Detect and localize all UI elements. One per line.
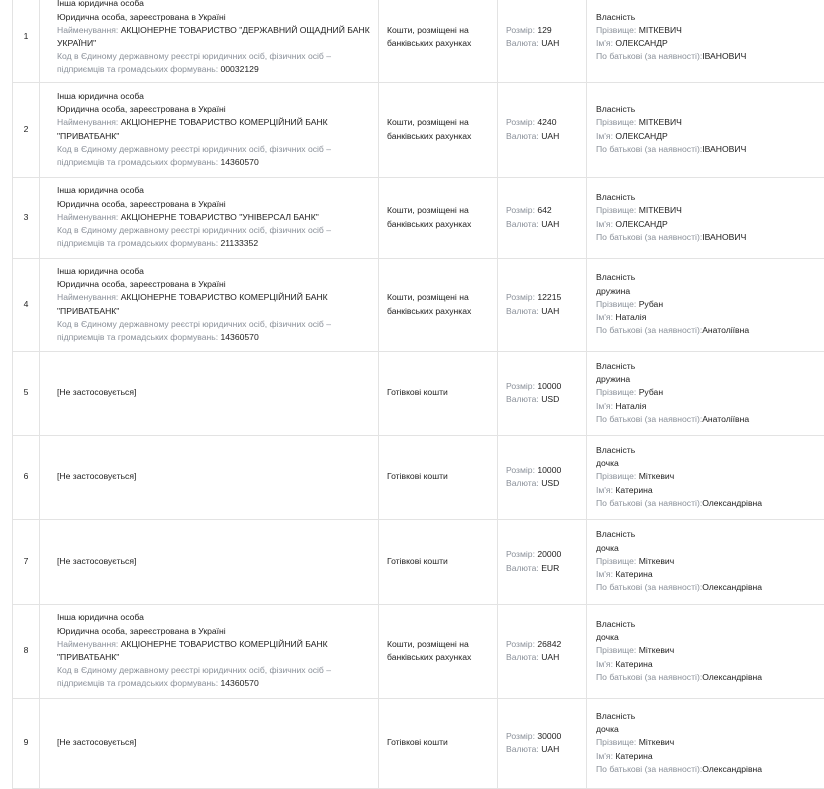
entity-cell [40,604,379,698]
entity-not-applicable: [Не застосовується] [57,737,137,748]
owner-first-name [596,218,824,231]
entity-cell [40,698,379,788]
owner-first-name [596,750,824,763]
amount-value: 20000 [537,549,562,560]
entity-registration: Юридична особа, зареєстрована в Україні [57,198,226,209]
owner-patronymic [596,581,824,594]
row-number: 1 [23,31,29,42]
owner-first-name-label: Ім'я: [596,130,613,141]
entity-name-label: Найменування: [57,292,119,303]
owner-patronymic-value: Олександрівна [702,497,763,508]
owner-patronymic [596,763,824,776]
currency [506,743,586,756]
entity-code-label: Код в Єдиному державному реєстрі юридичних осіб, фізичних осіб – [57,51,332,62]
amount-cell [498,435,587,519]
owner-surname-label: Прізвище: [596,645,637,656]
ownership-type: Власність [596,11,636,22]
owner-first-name [596,311,824,324]
asset-type-cell [379,435,498,519]
row-number: 6 [23,471,29,482]
currency [506,477,586,490]
asset-type: Готівкові кошти [387,555,448,566]
owner-first-name-value: ОЛЕКСАНДР [615,218,668,229]
entity-type: Інша юридична особа [57,185,144,196]
amount-label: Розмір: [506,464,535,475]
table-row [12,82,824,178]
row-number-cell [12,82,40,177]
entity-code-label: Код в Єдиному державному реєстрі юридичних осіб, фізичних осіб – [57,143,332,154]
owner-surname-label: Прізвище: [596,117,637,128]
currency [506,393,586,406]
entity-cell [40,0,379,82]
currency-value: UAH [541,130,560,141]
entity-name [57,291,378,304]
ownership-type: Власність [596,710,636,721]
amount [506,730,586,743]
currency-label: Валюта: [506,38,539,48]
entity-registration: Юридична особа, зареєстрована в Україні [57,279,226,290]
owner-cell [587,82,824,177]
entity-name [57,638,378,651]
family-member: дочка [596,542,619,553]
currency-value: EUR [541,562,560,573]
entity-code-value: 14360570 [220,678,259,689]
owner-cell [587,0,824,82]
ownership-type: Власність [596,272,636,283]
entity-code [57,237,378,250]
family-member: дружина [596,285,631,296]
currency-label: Валюта: [506,478,539,488]
owner-surname-label: Прізвище: [596,555,637,566]
owner-first-name [596,130,824,143]
family-member: дочка [596,458,619,469]
entity-code-label-2: підприємців та громадських формувань: [57,156,219,167]
asset-type: банківських рахунках [387,652,472,662]
owner-patronymic-value: Олександрівна [702,671,763,682]
owner-surname [596,204,824,217]
amount [506,380,586,393]
currency-label: Валюта: [506,305,539,316]
amount-label: Розмір: [506,205,535,216]
owner-cell [587,435,824,519]
owner-surname [596,470,824,483]
owner-first-name-value: ОЛЕКСАНДР [615,38,668,48]
owner-cell [587,177,824,258]
owner-patronymic-value: ІВАНОВИЧ [702,51,747,62]
currency-label: Валюта: [506,562,539,573]
owner-patronymic [596,671,824,684]
currency-value: UAH [541,744,560,754]
currency-label: Валюта: [506,652,539,662]
entity-code-label-2: підприємців та громадських формувань: [57,238,219,249]
owner-surname-value: Міткевич [638,555,675,566]
amount-value: 129 [537,24,552,35]
entity-code-value: 14360570 [220,331,259,342]
owner-patronymic-label: По батькові (за наявності): [596,325,703,336]
entity-name-label: Найменування: [57,211,119,222]
asset-type: банківських рахунках [387,130,472,141]
row-number: 7 [23,555,29,566]
owner-first-name-label: Ім'я: [596,312,613,323]
entity-code-label-2: підприємців та громадських формувань: [57,331,219,342]
asset-type-cell [379,82,498,177]
owner-patronymic-value: Анатоліївна [702,325,750,336]
asset-type: Готівкові кошти [387,737,448,748]
entity-name [57,116,378,129]
owner-surname-value: Рубан [638,387,664,398]
entity-cell [40,258,379,351]
entity-type: Інша юридична особа [57,90,144,101]
asset-type-cell [379,604,498,698]
row-number: 8 [23,645,29,656]
entity-name-label: Найменування: [57,117,119,128]
owner-surname-value: МІТКЕВИЧ [638,24,682,35]
ownership-type: Власність [596,444,636,455]
table-row [12,0,824,83]
currency-value: UAH [541,305,560,316]
owner-first-name-label: Ім'я: [596,38,613,48]
entity-code-label-2: підприємців та громадських формувань: [57,64,219,75]
owner-cell [587,519,824,604]
owner-surname-label: Прізвище: [596,471,637,482]
entity-code-label-2: підприємців та громадських формувань: [57,678,219,689]
entity-code-label: Код в Єдиному державному реєстрі юридичних осіб, фізичних осіб – [57,225,332,236]
asset-type-cell [379,351,498,435]
currency-label: Валюта: [506,130,539,141]
entity-code-label: Код в Єдиному державному реєстрі юридичних осіб, фізичних осіб – [57,665,332,676]
owner-patronymic-value: Анатоліївна [702,413,750,424]
family-member: дочка [596,724,619,735]
row-number: 3 [23,211,29,222]
owner-patronymic [596,50,824,63]
currency [506,305,586,318]
owner-surname-label: Прізвище: [596,205,637,216]
entity-code [57,331,378,344]
owner-patronymic-value: Олександрівна [702,582,763,593]
owner-surname-value: Рубан [638,298,664,309]
currency-label: Валюта: [506,218,539,229]
entity-registration: Юридична особа, зареєстрована в Україні [57,625,226,636]
owner-patronymic-label: По батькові (за наявності): [596,413,703,424]
owner-first-name-value: ОЛЕКСАНДР [615,130,668,141]
row-number-cell [12,519,40,604]
row-number-cell [12,604,40,698]
owner-surname [596,24,824,37]
owner-surname [596,555,824,568]
entity-type: Інша юридична особа [57,0,144,9]
owner-patronymic-label: По батькові (за наявності): [596,582,703,593]
owner-surname [596,116,824,129]
row-number: 9 [23,737,29,748]
currency-label: Валюта: [506,744,539,754]
entity-not-applicable: [Не застосовується] [57,471,137,482]
entity-cell [40,82,379,177]
currency-value: UAH [541,652,560,662]
amount-label: Розмір: [506,380,535,391]
asset-type: Кошти, розміщені на [387,292,469,303]
owner-first-name [596,400,824,413]
owner-cell [587,604,824,698]
owner-surname-label: Прізвище: [596,387,637,398]
asset-type: Кошти, розміщені на [387,117,469,128]
owner-surname-value: Міткевич [638,471,675,482]
owner-patronymic-value: ІВАНОВИЧ [702,143,747,154]
amount-cell [498,698,587,788]
owner-first-name-value: Катерина [615,569,653,580]
amount-value: 10000 [537,380,562,391]
owner-first-name-label: Ім'я: [596,484,613,495]
amount-label: Розмір: [506,549,535,560]
entity-code [57,63,378,76]
amount-cell [498,177,587,258]
currency-value: UAH [541,38,560,48]
table-row [12,698,824,789]
owner-first-name-label: Ім'я: [596,400,613,411]
entity-name-label: Найменування: [57,24,119,35]
owner-patronymic-label: По батькові (за наявності): [596,231,703,242]
entity-type: Інша юридична особа [57,265,144,276]
amount-cell [498,604,587,698]
currency [506,651,586,664]
owner-patronymic-label: По батькові (за наявності): [596,763,703,774]
owner-surname-value: МІТКЕВИЧ [638,117,682,128]
asset-type-cell [379,177,498,258]
owner-surname [596,644,824,657]
owner-patronymic-value: Олександрівна [702,763,763,774]
amount-cell [498,351,587,435]
table-row [12,519,824,605]
amount-value: 10000 [537,464,562,475]
amount [506,116,586,129]
asset-type-cell [379,258,498,351]
amount-label: Розмір: [506,292,535,303]
entity-name-cont: "ПРИВАТБАНК" [57,130,120,141]
asset-type: Кошти, розміщені на [387,638,469,649]
owner-first-name-label: Ім'я: [596,569,613,580]
ownership-type: Власність [596,104,636,115]
amount-label: Розмір: [506,730,535,741]
owner-patronymic [596,413,824,426]
owner-patronymic-value: ІВАНОВИЧ [702,231,747,242]
owner-surname-label: Прізвище: [596,298,637,309]
owner-first-name-value: Катерина [615,658,653,669]
owner-first-name [596,37,824,50]
owner-patronymic [596,231,824,244]
entity-name-value: АКЦІОНЕРНЕ ТОВАРИСТВО КОМЕРЦІЙНИЙ БАНК [120,638,328,649]
family-member: дружина [596,374,631,385]
amount-label: Розмір: [506,24,535,35]
table-row [12,258,824,352]
table-row [12,177,824,259]
entity-type: Інша юридична особа [57,612,144,623]
amount [506,548,586,561]
row-number-cell [12,698,40,788]
entity-name-cont: УКРАЇНИ" [57,38,97,48]
entity-cell [40,177,379,258]
row-number-cell [12,177,40,258]
owner-surname-label: Прізвище: [596,24,637,35]
entity-name-value: АКЦІОНЕРНЕ ТОВАРИСТВО "УНІВЕРСАЛ БАНК" [120,211,319,222]
owner-patronymic [596,324,824,337]
currency-value: UAH [541,218,560,229]
owner-patronymic-label: По батькові (за наявності): [596,51,703,62]
entity-name-value: АКЦІОНЕРНЕ ТОВАРИСТВО КОМЕРЦІЙНИЙ БАНК [120,117,328,128]
owner-cell [587,698,824,788]
entity-not-applicable: [Не застосовується] [57,387,137,398]
ownership-type: Власність [596,529,636,540]
entity-cell [40,519,379,604]
owner-surname [596,386,824,399]
amount-cell [498,258,587,351]
family-member: дочка [596,632,619,643]
ownership-type: Власність [596,360,636,371]
amount [506,204,586,217]
ownership-type: Власність [596,618,636,629]
entity-code-label: Код в Єдиному державному реєстрі юридичних осіб, фізичних осіб – [57,318,332,329]
asset-type: Кошти, розміщені на [387,205,469,216]
asset-type: Готівкові кошти [387,387,448,398]
amount-value: 12215 [537,292,562,303]
amount-label: Розмір: [506,117,535,128]
table-row [12,351,824,436]
owner-first-name [596,484,824,497]
entity-name [57,24,378,37]
owner-first-name-value: Катерина [615,750,653,761]
row-number: 4 [23,298,29,309]
asset-type-cell [379,698,498,788]
ownership-type: Власність [596,192,636,203]
entity-code-value: 21133352 [220,238,259,249]
amount-label: Розмір: [506,638,535,649]
owner-first-name-value: Наталія [615,312,647,323]
amount-cell [498,82,587,177]
owner-surname-value: Міткевич [638,737,675,748]
owner-patronymic [596,143,824,156]
asset-type-cell [379,519,498,604]
owner-first-name-value: Катерина [615,484,653,495]
amount [506,638,586,651]
entity-name-value: АКЦІОНЕРНЕ ТОВАРИСТВО "ДЕРЖАВНИЙ ОЩАДНИЙ БАНК [120,24,370,35]
entity-registration: Юридична особа, зареєстрована в Україні [57,11,226,22]
row-number-cell [12,435,40,519]
row-number-cell [12,351,40,435]
owner-surname [596,736,824,749]
owner-surname-value: Міткевич [638,645,675,656]
amount-cell [498,0,587,82]
asset-type-cell [379,0,498,82]
owner-surname-label: Прізвище: [596,737,637,748]
entity-name-cont: "ПРИВАТБАНК" [57,652,120,662]
entity-name-value: АКЦІОНЕРНЕ ТОВАРИСТВО КОМЕРЦІЙНИЙ БАНК [120,292,328,303]
owner-cell [587,351,824,435]
table-row [12,435,824,520]
currency [506,562,586,575]
entity-registration: Юридична особа, зареєстрована в Україні [57,104,226,115]
owner-surname-value: МІТКЕВИЧ [638,205,682,216]
table-row [12,604,824,699]
row-number-cell [12,258,40,351]
owner-first-name-value: Наталія [615,400,647,411]
amount-cell [498,519,587,604]
owner-first-name-label: Ім'я: [596,750,613,761]
currency-label: Валюта: [506,394,539,404]
owner-patronymic [596,497,824,510]
entity-code-value: 00032129 [220,64,259,75]
entity-name-cont: "ПРИВАТБАНК" [57,305,120,316]
currency [506,37,586,50]
owner-patronymic-label: По батькові (за наявності): [596,143,703,154]
owner-cell [587,258,824,351]
entity-code [57,677,378,690]
asset-type: банківських рахунках [387,218,472,229]
amount [506,24,586,37]
owner-first-name-label: Ім'я: [596,658,613,669]
owner-surname [596,298,824,311]
amount-value: 4240 [537,117,557,128]
owner-patronymic-label: По батькові (за наявності): [596,671,703,682]
entity-name [57,211,378,224]
row-number: 2 [23,123,29,134]
amount-value: 26842 [537,638,562,649]
amount [506,464,586,477]
entity-code-value: 14360570 [220,156,259,167]
asset-type: банківських рахунках [387,305,472,316]
owner-patronymic-label: По батькові (за наявності): [596,497,703,508]
entity-cell [40,351,379,435]
entity-cell [40,435,379,519]
amount-value: 642 [537,205,552,216]
owner-first-name-label: Ім'я: [596,218,613,229]
entity-code [57,156,378,169]
currency-value: USD [541,394,560,404]
owner-first-name [596,658,824,671]
owner-first-name [596,568,824,581]
currency-value: USD [541,478,560,488]
entity-name-label: Найменування: [57,638,119,649]
currency [506,130,586,143]
currency [506,218,586,231]
row-number-cell [12,0,40,82]
row-number: 5 [23,387,29,398]
amount-value: 30000 [537,730,562,741]
entity-not-applicable: [Не застосовується] [57,555,137,566]
asset-type: Готівкові кошти [387,471,448,482]
asset-type: банківських рахунках [387,38,472,48]
amount [506,291,586,304]
asset-type: Кошти, розміщені на [387,24,469,35]
